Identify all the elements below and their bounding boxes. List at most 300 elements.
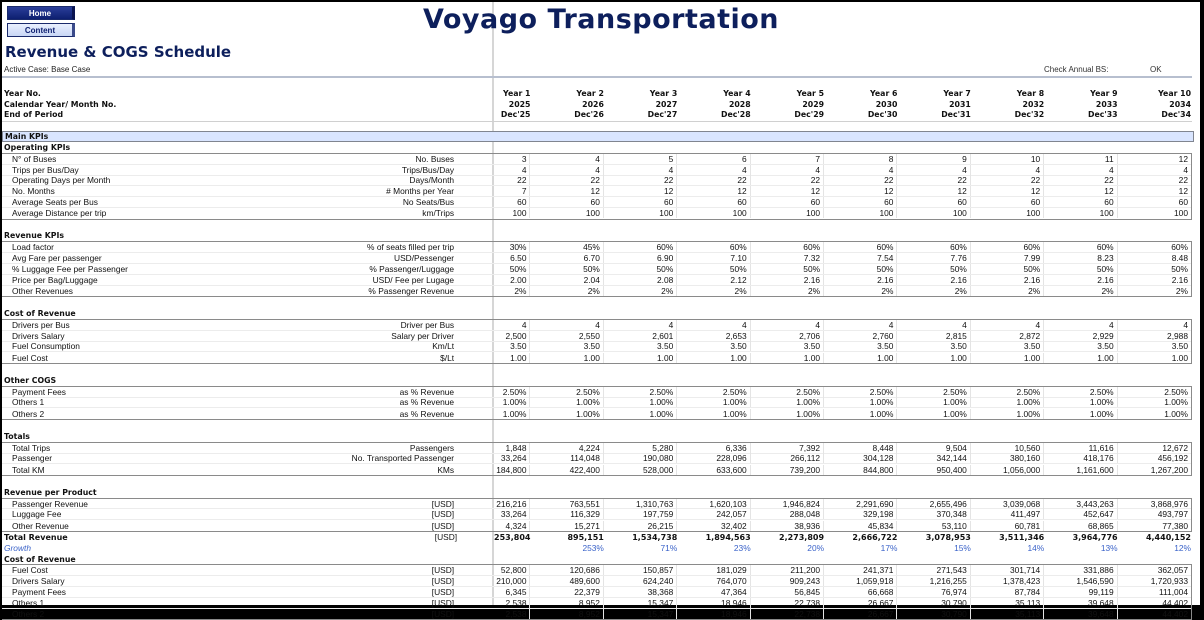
cell[interactable]: 4 [530, 320, 603, 330]
cell[interactable]: 60 [457, 197, 530, 207]
cell[interactable]: 1,059,918 [824, 576, 897, 586]
cell[interactable]: 1,056,000 [971, 465, 1044, 475]
cell[interactable]: 1.00% [971, 409, 1044, 419]
cell[interactable]: 60 [604, 197, 677, 207]
cell[interactable]: 12,672 [1162, 442, 1188, 453]
cell[interactable]: 1.00% [1164, 397, 1188, 408]
cell[interactable]: 33,264 [457, 509, 530, 519]
cell[interactable]: 452,647 [1044, 509, 1117, 519]
cell[interactable]: 18,946 [677, 598, 750, 608]
cell[interactable]: 2% [457, 286, 530, 296]
cell[interactable]: 4,440,152 [1145, 532, 1191, 542]
cell[interactable]: 3.50 [751, 341, 824, 351]
cell[interactable]: 4 [897, 320, 970, 330]
cell[interactable]: 100 [971, 208, 1044, 218]
cell[interactable]: 2% [824, 286, 897, 296]
cell[interactable]: 2,655,496 [897, 499, 970, 509]
cell[interactable]: 7 [457, 186, 530, 196]
cell[interactable]: 1,620,103 [677, 499, 750, 509]
cell[interactable]: 56,845 [751, 587, 824, 597]
cell[interactable]: 2.50% [751, 387, 824, 397]
cell[interactable]: 216,216 [457, 499, 530, 509]
cell[interactable]: 2,988 [1167, 330, 1188, 341]
cell[interactable]: 2.50% [457, 387, 530, 397]
cell[interactable]: 2029 [802, 99, 825, 109]
cell[interactable]: 60 [1178, 197, 1188, 208]
cell[interactable]: 12 [1178, 153, 1188, 164]
cell[interactable]: 12 [751, 186, 824, 196]
cell[interactable]: 22 [824, 175, 897, 185]
cell[interactable]: 2.50% [971, 387, 1044, 397]
cell[interactable]: 7.10 [677, 253, 750, 263]
cell[interactable]: 210,000 [457, 576, 530, 586]
cell[interactable]: 1.00 [751, 353, 824, 363]
cell[interactable]: 2% [971, 286, 1044, 296]
cell[interactable]: 60% [751, 242, 824, 252]
cell[interactable]: 2,760 [824, 331, 897, 341]
cell[interactable]: 3.50 [1171, 341, 1188, 352]
cell[interactable]: 66,668 [824, 587, 897, 597]
cell[interactable]: 331,886 [1044, 565, 1117, 575]
cell[interactable]: 763,551 [530, 499, 603, 509]
cell[interactable]: 22 [897, 175, 970, 185]
cell[interactable]: 100 [530, 208, 603, 218]
cell[interactable]: 22,379 [530, 587, 603, 597]
cell[interactable]: Year 2 [576, 88, 604, 98]
cell[interactable]: Year 4 [723, 88, 751, 98]
cell[interactable]: 288,048 [751, 509, 824, 519]
cell[interactable]: 2034 [1169, 99, 1191, 109]
cell[interactable]: 60% [897, 242, 970, 252]
cell[interactable]: 15,347 [604, 609, 677, 619]
cell[interactable]: 22 [677, 175, 750, 185]
cell[interactable]: 2% [1175, 285, 1188, 296]
cell[interactable]: 2032 [1022, 99, 1045, 109]
cell[interactable]: 17% [880, 543, 898, 554]
cell[interactable]: 2.04 [530, 275, 603, 285]
cell[interactable]: 12 [530, 186, 603, 196]
cell[interactable]: 68,865 [1044, 521, 1117, 531]
cell[interactable]: 8.23 [1044, 253, 1117, 263]
cell[interactable]: 211,200 [751, 565, 824, 575]
cell[interactable]: 100 [677, 208, 750, 218]
cell[interactable]: 1.00 [677, 353, 750, 363]
cell[interactable]: 2,538 [457, 609, 530, 619]
cell[interactable]: 422,400 [530, 465, 603, 475]
cell[interactable]: 2% [530, 286, 603, 296]
cell[interactable]: 2025 [508, 99, 531, 109]
cell[interactable]: 2,706 [751, 331, 824, 341]
cell[interactable]: 2.50% [677, 387, 750, 397]
cell[interactable]: 2.50% [1164, 386, 1188, 397]
cell[interactable]: 5,280 [604, 443, 677, 453]
cell[interactable]: 241,371 [824, 565, 897, 575]
cell[interactable]: 1,378,423 [971, 576, 1044, 586]
cell[interactable]: 362,057 [1157, 565, 1188, 576]
cell[interactable]: 32,402 [677, 521, 750, 531]
cell[interactable]: 1.00% [1044, 409, 1117, 419]
cell[interactable]: 2.16 [1171, 274, 1188, 285]
cell[interactable]: 26,215 [604, 521, 677, 531]
cell[interactable]: 22 [971, 175, 1044, 185]
cell[interactable]: 50% [971, 264, 1044, 274]
cell[interactable]: 4 [1183, 164, 1188, 175]
cell[interactable]: 5 [604, 154, 677, 164]
home-button[interactable]: Home [7, 6, 75, 20]
cell[interactable]: 60% [1171, 242, 1188, 253]
cell[interactable]: 100 [751, 208, 824, 218]
cell[interactable]: 3,511,346 [999, 532, 1045, 542]
cell[interactable]: 22 [457, 175, 530, 185]
cell[interactable]: 3.50 [971, 341, 1044, 351]
cell[interactable]: 2,929 [1044, 331, 1117, 341]
cell[interactable]: 2,291,690 [824, 499, 897, 509]
cell[interactable]: 52,800 [457, 565, 530, 575]
cell[interactable]: 4 [677, 320, 750, 330]
cell[interactable]: 15,271 [530, 521, 603, 531]
cell[interactable]: Dec'26 [574, 110, 604, 120]
cell[interactable]: 2033 [1095, 99, 1118, 109]
cell[interactable]: 15,347 [604, 598, 677, 608]
cell[interactable]: 7.54 [824, 253, 897, 263]
cell[interactable]: 120,686 [530, 565, 603, 575]
cell[interactable]: 1.00 [971, 353, 1044, 363]
cell[interactable]: 50% [897, 264, 970, 274]
cell[interactable]: 23% [733, 543, 751, 554]
cell[interactable]: 1.00% [1044, 397, 1117, 407]
cell[interactable]: 26,667 [824, 598, 897, 608]
cell[interactable]: 22 [1178, 175, 1188, 186]
content-button[interactable]: Content [7, 23, 75, 37]
cell[interactable]: 2,872 [971, 331, 1044, 341]
cell[interactable]: Dec'27 [647, 110, 678, 120]
cell[interactable]: Year 9 [1090, 88, 1118, 98]
cell[interactable]: 100 [1174, 208, 1188, 219]
cell[interactable]: 22,738 [751, 609, 824, 619]
cell[interactable]: 12 [1044, 186, 1117, 196]
cell[interactable]: 1.00% [457, 397, 530, 407]
cell[interactable]: 50% [751, 264, 824, 274]
cell[interactable]: 2.50% [604, 387, 677, 397]
cell[interactable]: 60% [971, 242, 1044, 252]
cell[interactable]: 3,868,976 [1150, 498, 1188, 509]
cell[interactable]: 380,160 [971, 453, 1044, 463]
cell[interactable]: 4,324 [457, 521, 530, 531]
cell[interactable]: 11 [1044, 154, 1117, 164]
cell[interactable]: 2,601 [604, 331, 677, 341]
cell[interactable]: 60 [530, 197, 603, 207]
cell[interactable]: 2% [1044, 286, 1117, 296]
cell[interactable]: 12 [1178, 186, 1188, 197]
cell[interactable]: 50% [530, 264, 603, 274]
cell[interactable]: Year 6 [869, 88, 898, 98]
cell[interactable]: 190,080 [604, 453, 677, 463]
cell[interactable]: 22 [751, 175, 824, 185]
cell[interactable]: 1.00% [751, 409, 824, 419]
cell[interactable]: 150,857 [604, 565, 677, 575]
cell[interactable]: 3,964,776 [1072, 532, 1118, 542]
cell[interactable]: 2,653 [677, 331, 750, 341]
cell[interactable]: 12 [677, 186, 750, 196]
cell[interactable]: 1,894,563 [705, 532, 751, 542]
cell[interactable]: 2.50% [1044, 387, 1117, 397]
cell[interactable]: 418,176 [1044, 453, 1117, 463]
cell[interactable]: Dec'30 [867, 110, 898, 120]
cell[interactable]: 50% [604, 264, 677, 274]
cell[interactable]: 181,029 [677, 565, 750, 575]
cell[interactable]: 1,848 [457, 443, 530, 453]
cell[interactable]: 304,128 [824, 453, 897, 463]
cell[interactable]: 12 [824, 186, 897, 196]
cell[interactable]: 1,310,763 [604, 499, 677, 509]
cell[interactable]: Dec'25 [500, 110, 531, 120]
cell[interactable]: 1.00% [530, 409, 603, 419]
cell[interactable]: 3.50 [824, 341, 897, 351]
cell[interactable]: 4 [530, 165, 603, 175]
cell[interactable]: 22 [1044, 175, 1117, 185]
cell[interactable]: 253,804 [494, 532, 531, 542]
cell[interactable]: 44,402 [1162, 597, 1188, 608]
cell[interactable]: Dec'33 [1087, 110, 1118, 120]
cell[interactable]: 1.00 [604, 353, 677, 363]
cell[interactable]: 6,336 [677, 443, 750, 453]
cell[interactable]: 1.00 [824, 353, 897, 363]
cell[interactable]: 8,448 [824, 443, 897, 453]
cell[interactable]: 116,329 [530, 509, 603, 519]
cell[interactable]: 1.00% [1164, 408, 1188, 419]
cell[interactable]: 8,952 [530, 598, 603, 608]
cell[interactable]: 2.50% [530, 387, 603, 397]
cell[interactable]: 4 [751, 165, 824, 175]
cell[interactable]: 7 [751, 154, 824, 164]
cell[interactable]: 2,815 [897, 331, 970, 341]
cell[interactable]: 4 [971, 165, 1044, 175]
cell[interactable]: 4 [530, 154, 603, 164]
cell[interactable]: 3,039,068 [971, 499, 1044, 509]
cell[interactable]: 100 [897, 208, 970, 218]
cell[interactable]: 12 [971, 186, 1044, 196]
cell[interactable]: 20% [807, 543, 825, 554]
cell[interactable]: Dec'28 [721, 110, 751, 120]
cell[interactable]: 4 [1183, 319, 1188, 330]
cell[interactable]: 38,936 [751, 521, 824, 531]
cell[interactable]: 1,534,738 [632, 532, 678, 542]
cell[interactable]: 370,348 [897, 509, 970, 519]
cell[interactable]: Year 7 [943, 88, 971, 98]
cell[interactable]: 493,797 [1157, 509, 1188, 520]
cell[interactable]: 35,113 [971, 609, 1044, 619]
cell[interactable]: 60 [897, 197, 970, 207]
cell[interactable]: 1,546,590 [1044, 576, 1117, 586]
cell[interactable]: 13% [1100, 543, 1118, 554]
cell[interactable]: 3.50 [604, 341, 677, 351]
cell[interactable]: 2.16 [751, 275, 824, 285]
cell[interactable]: 2.08 [604, 275, 677, 285]
cell[interactable]: 2.16 [971, 275, 1044, 285]
cell[interactable]: 4 [1044, 165, 1117, 175]
cell[interactable]: 6,345 [457, 587, 530, 597]
cell[interactable]: 60,781 [971, 521, 1044, 531]
cell[interactable]: 2031 [949, 99, 971, 109]
cell[interactable]: 342,144 [897, 453, 970, 463]
cell[interactable]: 114,048 [530, 453, 603, 463]
cell[interactable]: 7.76 [897, 253, 970, 263]
cell[interactable]: 4 [824, 320, 897, 330]
cell[interactable]: 60% [824, 242, 897, 252]
cell[interactable]: 60 [677, 197, 750, 207]
cell[interactable]: 184,800 [457, 465, 530, 475]
cell[interactable]: 4 [604, 165, 677, 175]
cell[interactable]: 456,192 [1157, 453, 1188, 464]
cell[interactable]: 4,224 [530, 443, 603, 453]
cell[interactable]: 2,550 [530, 331, 603, 341]
cell[interactable]: 1.00% [677, 397, 750, 407]
cell[interactable]: 2028 [728, 99, 751, 109]
cell[interactable]: Year 1 [503, 88, 531, 98]
cell[interactable]: 60% [1044, 242, 1117, 252]
cell[interactable]: 624,240 [604, 576, 677, 586]
cell[interactable]: 87,784 [971, 587, 1044, 597]
cell[interactable]: 45% [530, 242, 603, 252]
cell[interactable]: 1.00% [897, 397, 970, 407]
cell[interactable]: 2.16 [897, 275, 970, 285]
cell[interactable]: 2,666,722 [852, 532, 898, 542]
cell[interactable]: 99,119 [1044, 587, 1117, 597]
cell[interactable]: 1.00 [1044, 353, 1117, 363]
cell[interactable]: 6.50 [457, 253, 530, 263]
cell[interactable]: Dec'31 [941, 110, 971, 120]
cell[interactable]: 50% [824, 264, 897, 274]
cell[interactable]: 76,974 [897, 587, 970, 597]
cell[interactable]: 1.00 [457, 353, 530, 363]
cell[interactable]: 895,151 [567, 532, 604, 542]
cell[interactable]: 1.00% [530, 397, 603, 407]
cell[interactable]: 8 [824, 154, 897, 164]
cell[interactable]: 77,380 [1162, 520, 1188, 531]
cell[interactable]: 8,952 [530, 609, 603, 619]
cell[interactable]: 1.00% [971, 397, 1044, 407]
cell[interactable]: 3,443,263 [1044, 499, 1117, 509]
cell[interactable]: 30,790 [897, 609, 970, 619]
cell[interactable]: 6.90 [604, 253, 677, 263]
cell[interactable]: 39,648 [1044, 598, 1117, 608]
cell[interactable]: 2,538 [457, 598, 530, 608]
cell[interactable]: 4 [897, 165, 970, 175]
cell[interactable]: 15% [954, 543, 971, 554]
cell[interactable]: 1,267,200 [1150, 464, 1188, 475]
cell[interactable]: 197,759 [604, 509, 677, 519]
cell[interactable]: 1,216,255 [897, 576, 970, 586]
cell[interactable]: 266,112 [751, 453, 824, 463]
cell[interactable]: 528,000 [604, 465, 677, 475]
cell[interactable]: 4 [457, 320, 530, 330]
cell[interactable]: Dec'34 [1161, 110, 1191, 120]
cell[interactable]: 2% [677, 286, 750, 296]
cell[interactable]: Year 5 [796, 88, 825, 98]
cell[interactable]: 764,070 [677, 576, 750, 586]
cell[interactable]: 4 [1044, 320, 1117, 330]
cell[interactable]: 14% [1027, 543, 1045, 554]
cell[interactable]: 2030 [875, 99, 898, 109]
cell[interactable]: 11,616 [1044, 443, 1117, 453]
cell[interactable]: 1.00% [751, 397, 824, 407]
cell[interactable]: 10,560 [971, 443, 1044, 453]
cell[interactable]: 100 [824, 208, 897, 218]
cell[interactable]: 45,834 [824, 521, 897, 531]
cell[interactable]: 10 [971, 154, 1044, 164]
cell[interactable]: 4 [677, 165, 750, 175]
cell[interactable]: 50% [1171, 263, 1188, 274]
cell[interactable]: 1.00% [457, 409, 530, 419]
cell[interactable]: 271,543 [897, 565, 970, 575]
cell[interactable]: 8.48 [1171, 253, 1188, 264]
cell[interactable]: 3 [457, 154, 530, 164]
cell[interactable]: 4 [971, 320, 1044, 330]
cell[interactable]: 2% [897, 286, 970, 296]
cell[interactable]: 2.16 [1044, 275, 1117, 285]
cell[interactable]: 22 [604, 175, 677, 185]
cell[interactable]: 38,368 [604, 587, 677, 597]
cell[interactable]: 1,161,600 [1044, 465, 1117, 475]
cell[interactable]: 633,600 [677, 465, 750, 475]
cell[interactable]: Dec'29 [794, 110, 825, 120]
cell[interactable]: 2,273,809 [779, 532, 825, 542]
cell[interactable]: 26,667 [824, 609, 897, 619]
cell[interactable]: 2.16 [824, 275, 897, 285]
cell[interactable]: 60% [604, 242, 677, 252]
cell[interactable]: 7.99 [971, 253, 1044, 263]
cell[interactable]: 329,198 [824, 509, 897, 519]
cell[interactable]: 18,946 [677, 609, 750, 619]
cell[interactable]: 253% [582, 543, 604, 554]
cell[interactable]: 53,110 [897, 521, 970, 531]
cell[interactable]: 1.00% [824, 409, 897, 419]
cell[interactable]: 60 [751, 197, 824, 207]
cell[interactable]: 3,078,953 [925, 532, 971, 542]
cell[interactable]: 47,364 [677, 587, 750, 597]
cell[interactable]: 228,096 [677, 453, 750, 463]
cell[interactable]: 1,720,933 [1150, 576, 1188, 587]
cell[interactable]: 489,600 [530, 576, 603, 586]
cell[interactable]: 4 [457, 165, 530, 175]
cell[interactable]: Dec'32 [1014, 110, 1045, 120]
cell[interactable]: 2027 [655, 99, 678, 109]
cell[interactable]: 50% [1044, 264, 1117, 274]
cell[interactable]: 3.50 [457, 341, 530, 351]
cell[interactable]: 2% [604, 286, 677, 296]
cell[interactable]: 4 [824, 165, 897, 175]
cell[interactable]: 3.50 [897, 341, 970, 351]
cell[interactable]: 3.50 [530, 341, 603, 351]
cell[interactable]: 2026 [582, 99, 604, 109]
cell[interactable]: 30,790 [897, 598, 970, 608]
cell[interactable]: 242,057 [677, 509, 750, 519]
cell[interactable]: 30% [457, 242, 530, 252]
cell[interactable]: 111,004 [1158, 586, 1188, 597]
cell[interactable]: 411,497 [971, 509, 1044, 519]
cell[interactable]: 60% [677, 242, 750, 252]
cell[interactable]: 1.00% [897, 409, 970, 419]
cell[interactable]: 1.00 [530, 353, 603, 363]
cell[interactable] [460, 543, 533, 553]
cell[interactable]: 100 [457, 208, 530, 218]
cell[interactable]: 60 [971, 197, 1044, 207]
cell[interactable]: 50% [677, 264, 750, 274]
cell[interactable]: 3.50 [1044, 341, 1117, 351]
cell[interactable]: 12 [897, 186, 970, 196]
cell[interactable]: Year 10 [1158, 88, 1191, 98]
cell[interactable]: 4 [604, 320, 677, 330]
